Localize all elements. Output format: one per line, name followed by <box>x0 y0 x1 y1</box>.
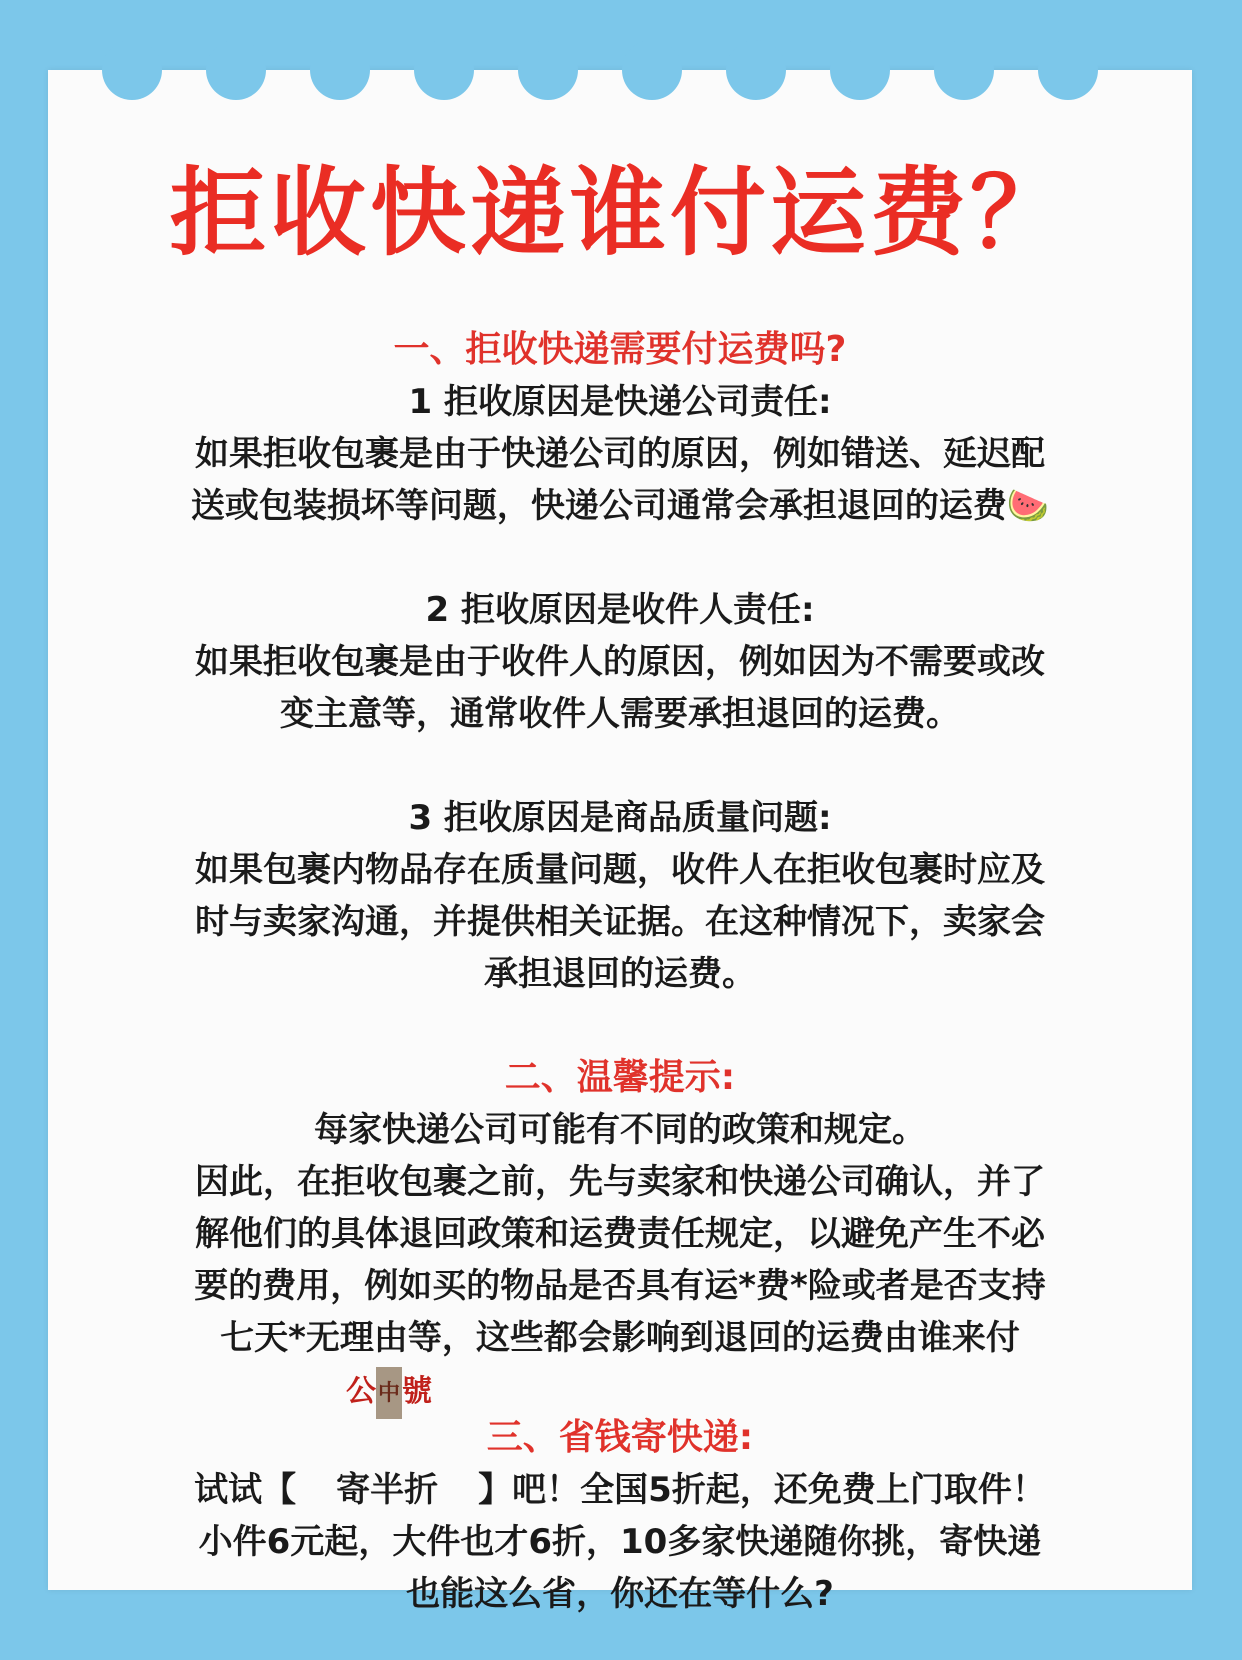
section1-heading: 一、拒收快递需要付运费吗? <box>393 329 847 370</box>
promo-text: 也能这么省，你还在等什么? <box>406 1574 834 1614</box>
article-body <box>104 324 1136 1620</box>
item2-text: 变主意等，通常收件人需要承担退回的运费。 <box>280 694 960 734</box>
tip-text: 解他们的具体退回政策和运费责任规定，以避免产生不必 <box>195 1214 1045 1254</box>
notepad-paper <box>48 70 1192 1614</box>
promo-text: 试试【 寄半折 】吧！全国5折起，还免费上门取件！ <box>194 1470 1046 1510</box>
tip-text: 每家快递公司可能有不同的政策和规定。 <box>314 1110 926 1150</box>
tip-text: 因此，在拒收包裹之前，先与卖家和快递公司确认，并了 <box>195 1162 1045 1202</box>
binder-hole <box>830 40 890 100</box>
item2-text: 如果拒收包裹是由于收件人的原因，例如因为不需要或改 <box>195 642 1045 682</box>
item3-text: 如果包裹内物品存在质量问题，收件人在拒收包裹时应及 <box>195 850 1045 890</box>
page-title: 拒收快递谁付运费？ <box>170 157 1070 269</box>
binder-hole <box>622 40 682 100</box>
binder-hole <box>934 40 994 100</box>
account-stamp: 公中號 <box>346 1366 432 1419</box>
section3-heading: 三、省钱寄快递: <box>486 1417 754 1458</box>
promo-text: 小件6元起，大件也才6折，10多家快递随你挑，寄快递 <box>198 1522 1042 1562</box>
binder-hole <box>206 40 266 100</box>
item3-title: 3 拒收原因是商品质量问题: <box>408 798 832 838</box>
tip-text: 要的费用，例如买的物品是否具有运*费*险或者是否支持 <box>194 1266 1046 1306</box>
item3-text: 时与卖家沟通，并提供相关证据。在这种情况下，卖家会 <box>195 902 1045 942</box>
binder-hole <box>414 40 474 100</box>
item1-title: 1 拒收原因是快递公司责任: <box>408 382 832 422</box>
item3-text: 承担退回的运费。 <box>484 954 756 994</box>
item1-text: 如果拒收包裹是由于快递公司的原因，例如错送、延迟配 <box>195 434 1045 474</box>
item1-text: 送或包装损坏等问题，快递公司通常会承担退回的运费🍉 <box>190 486 1050 526</box>
binder-hole <box>310 40 370 100</box>
binder-hole <box>518 40 578 100</box>
binder-hole <box>726 40 786 100</box>
binder-hole <box>102 40 162 100</box>
tip-text: 七天*无理由等，这些都会影响到退回的运费由谁来付 <box>220 1318 1020 1358</box>
binder-hole <box>1038 40 1098 100</box>
item2-title: 2 拒收原因是收件人责任: <box>425 590 815 630</box>
section2-heading: 二、温馨提示: <box>504 1057 736 1098</box>
